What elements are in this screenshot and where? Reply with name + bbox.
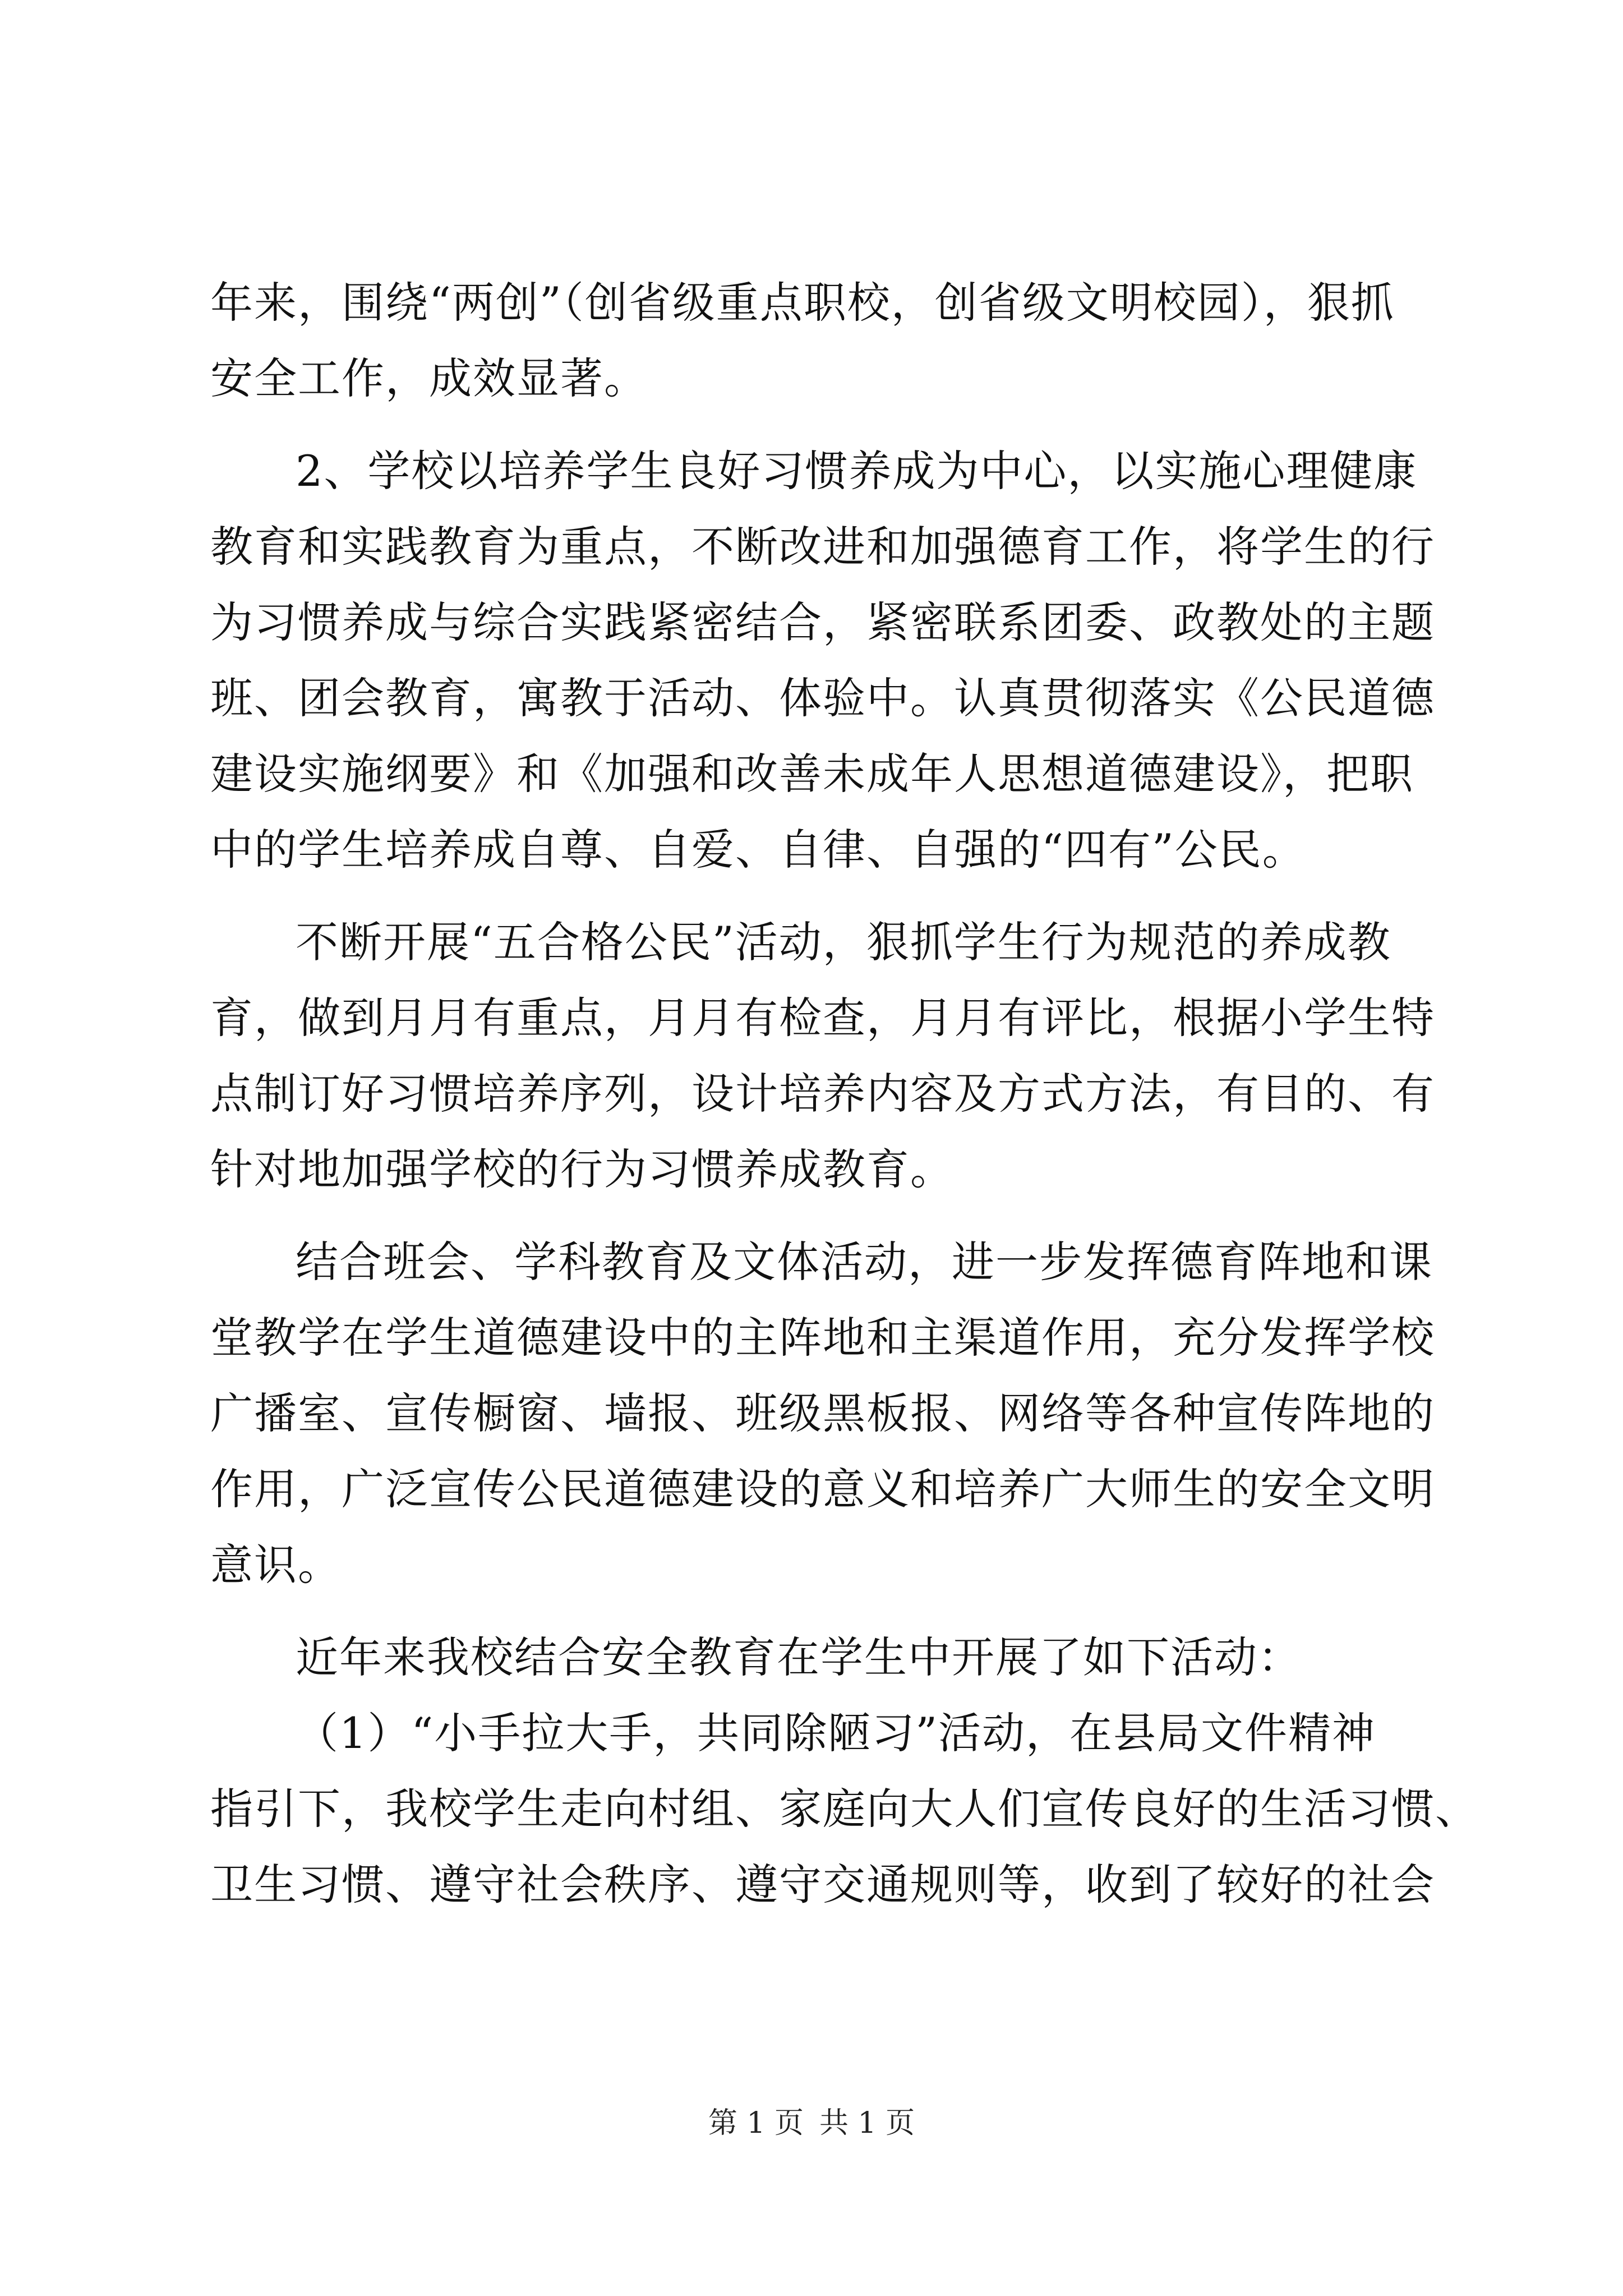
text-line: 安全工作，成效显著。 xyxy=(210,353,648,403)
paragraph-start-line: 不断开展“五合格公民”活动，狠抓学生行为规范的养成教 xyxy=(296,917,1391,967)
text-line: 年来，围绕“两创”（创省级重点职校，创省级文明校园），狠抓 xyxy=(210,278,1395,328)
text-line: 育，做到月月有重点，月月有检查，月月有评比，根据小学生特 xyxy=(210,993,1435,1043)
paragraph-start-line: （1）“小手拉大手，共同除陋习”活动，在县局文件精神 xyxy=(296,1708,1376,1758)
text-line: 班、团会教育，寓教于活动、体验中。认真贯彻落实《公民道德 xyxy=(210,673,1435,723)
text-line: 堂教学在学生道德建设中的主阵地和主渠道作用，充分发挥学校 xyxy=(210,1313,1435,1363)
paragraph-start-line: 2、学校以培养学生良好习惯养成为中心，以实施心理健康 xyxy=(296,446,1418,496)
text-line: 意识。 xyxy=(210,1540,342,1590)
text-line: 卫生习惯、遵守社会秩序、遵守交通规则等，收到了较好的社会 xyxy=(210,1860,1435,1910)
text-line: 针对地加强学校的行为习惯养成教育。 xyxy=(210,1144,954,1194)
text-line: 广播室、宣传橱窗、墙报、班级黑板报、网络等各种宣传阵地的 xyxy=(210,1388,1435,1438)
text-line: 作用，广泛宣传公民道德建设的意义和培养广大师生的安全文明 xyxy=(210,1464,1435,1514)
text-line: 中的学生培养成自尊、自爱、自律、自强的“四有”公民。 xyxy=(210,825,1306,875)
page-total: 共 1 页 xyxy=(819,2106,915,2140)
text-line: 建设实施纲要》和《加强和改善未成年人思想道德建设》，把职 xyxy=(210,749,1414,799)
text-line: 教育和实践教育为重点，不断改进和加强德育工作，将学生的行 xyxy=(210,522,1435,572)
text-line: 点制订好习惯培养序列，设计培养内容及方式方法，有目的、有 xyxy=(210,1069,1435,1119)
page-footer xyxy=(0,2101,1623,2146)
paragraph-start-line: 近年来我校结合安全教育在学生中开展了如下活动： xyxy=(296,1632,1302,1682)
paragraph-start-line: 结合班会、学科教育及文体活动，进一步发挥德育阵地和课 xyxy=(296,1237,1433,1287)
text-line: 指引下，我校学生走向村组、家庭向大人们宣传良好的生活习惯、 xyxy=(210,1784,1479,1834)
text-line: 为习惯养成与综合实践紧密结合，紧密联系团委、政教处的主题 xyxy=(210,597,1435,647)
page-number: 第 1 页 xyxy=(708,2106,804,2140)
